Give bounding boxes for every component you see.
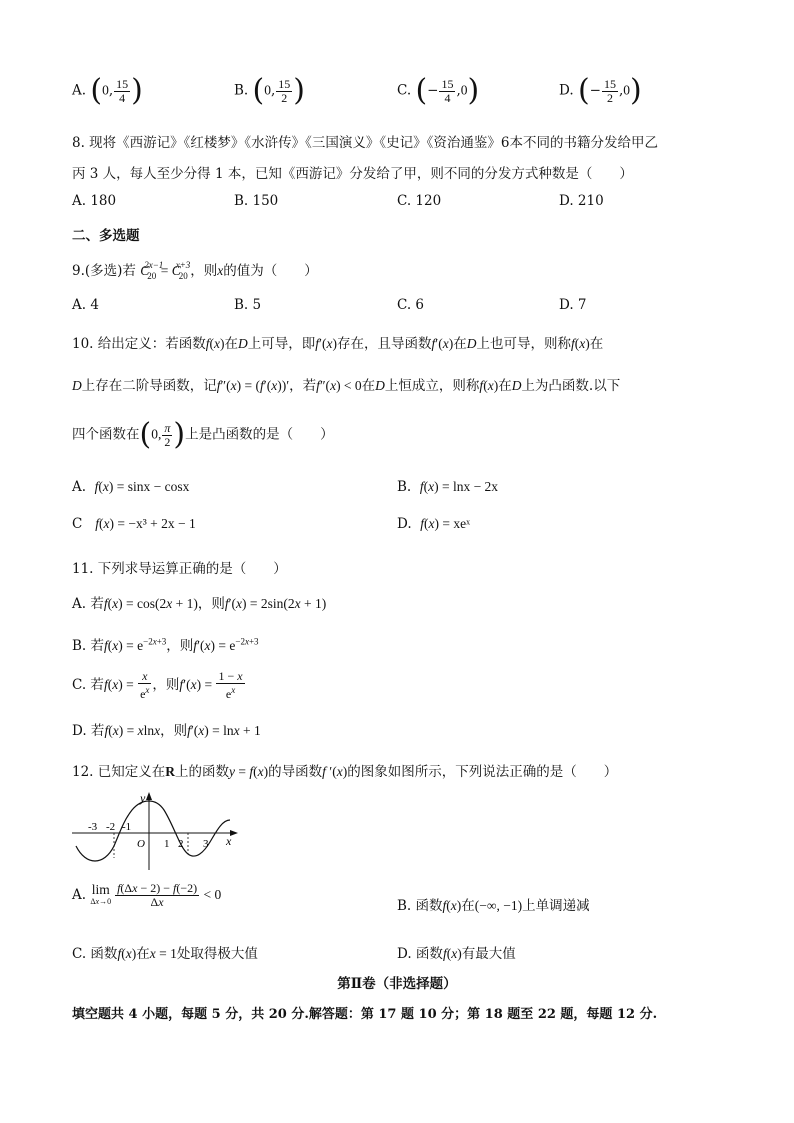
q10-option-a[interactable]: A. f(x) = sinx − cosx <box>72 479 190 495</box>
part2-note: 填空题共 4 小题，每题 5 分，共 20 分.解答题：第 17 题 10 分；第 18 题至 22 题，每题 12 分. <box>72 1007 658 1022</box>
q8-option-b[interactable]: B. 150 <box>234 193 279 209</box>
q8-stem-line1: 8. 现将《西游记》《红楼梦》《水浒传》《三国演义》《史记》《资治通鉴》6本不同的书籍分发给甲乙 <box>72 135 659 151</box>
q11-option-a[interactable]: A. 若f(x) = cos(2x + 1)，则f′(x) = 2sin(2x + 1) <box>72 596 327 612</box>
q9-stem: 9.(多选)若 $C_{20}^{2x-1} = C_{20}^{x+3}$，则x的值为（ ） <box>72 259 318 281</box>
q10-stem-line2: D上存在二阶导函数，记f″(x) = (f′(x))′，若f″(x) < 0在D上恒成立，则称f(x)在D上为凸函数.以下 <box>72 378 621 394</box>
tick-label-neg3: -3 <box>88 821 98 833</box>
q12-option-b[interactable]: B. 函数f(x)在(−∞, −1)上单调递减 <box>397 898 590 914</box>
q10-stem-line1: 10. 给出定义：若函数f(x)在D上可导，即f′(x)存在，且导函数f′(x)在D上也可导，则称f(x)在 <box>72 336 604 352</box>
x-axis-label: x <box>226 834 232 848</box>
q11-option-b[interactable]: B. 若$f(x) = e^{-2x+3}$，则$f'(x) = e^{-2x+3}$ <box>72 636 259 654</box>
q7-option-d[interactable]: D. (− $\frac{15}{2}$ ,0) <box>559 73 642 108</box>
tick-label-neg1: -1 <box>122 821 132 833</box>
q7-option-c[interactable]: C. (− $\frac{15}{4}$ ,0) <box>397 73 480 108</box>
q10-stem-line3: 四个函数在(0, $\frac{\pi}{2}$ )上是凸函数的是（ ） <box>72 417 334 452</box>
q9-option-a[interactable]: A. 4 <box>72 297 99 313</box>
q11-stem: 11. 下列求导运算正确的是（ ） <box>72 561 287 577</box>
q7-option-a[interactable]: A. (0, $\frac{15}{4}$ ) <box>72 73 143 108</box>
tick-label-neg2: -2 <box>106 821 116 833</box>
section-title-multiple-choice: 二、多选题 <box>72 228 140 244</box>
q11-option-d[interactable]: D. 若f(x) = xlnx，则f′(x) = lnx + 1 <box>72 723 261 739</box>
q10-option-d[interactable]: D. f(x) = xeˣ <box>397 516 471 532</box>
q12-option-d[interactable]: D. 函数f(x)有最大值 <box>397 946 516 962</box>
q8-option-c[interactable]: C. 120 <box>397 193 442 209</box>
q12-stem: 12. 已知定义在R上的函数y = f(x)的导函数f ′(x)的图象如图所示，下列说法正确的是（ ） <box>72 764 618 780</box>
tick-label-2: 2 <box>178 838 184 850</box>
derivative-graph <box>70 790 242 872</box>
y-axis-arrow <box>146 792 152 800</box>
derivative-curve <box>76 801 230 861</box>
q8-option-a[interactable]: A. 180 <box>72 193 117 209</box>
q11-option-c[interactable]: C. 若f(x) = $\frac{x}{e^x}$ ，则f′(x) = $\frac{1 - x}{e^x}$ <box>72 669 243 701</box>
q8-stem-line2: 丙 3 人，每人至少分得 1 本，已知《西游记》分发给了甲，则不同的分发方式种数是（ ） <box>72 166 633 182</box>
q9-option-d[interactable]: D. 7 <box>559 297 587 313</box>
q12-option-c[interactable]: C. 函数f(x)在x = 1处取得极大值 <box>72 946 258 962</box>
q10-option-c[interactable]: C f(x) = −x³ + 2x − 1 <box>72 516 196 532</box>
q10-option-b[interactable]: B. f(x) = lnx − 2x <box>397 479 499 495</box>
origin-label: O <box>137 838 145 850</box>
q12-option-a[interactable]: A. lim Δx→0 $\frac{f(\Delta x - 2) - f(-2)}{\Delta x}$ < 0 <box>72 881 222 909</box>
q7-option-b[interactable]: B. (0, $\frac{15}{2}$ ) <box>234 73 305 108</box>
q9-option-c[interactable]: C. 6 <box>397 297 425 313</box>
part2-title: 第Ⅱ卷（非选择题） <box>337 976 457 992</box>
tick-label-1: 1 <box>164 838 170 850</box>
q9-option-b[interactable]: B. 5 <box>234 297 262 313</box>
tick-label-3: 3 <box>203 838 209 850</box>
q8-option-d[interactable]: D. 210 <box>559 193 604 209</box>
y-axis-label: y <box>140 791 146 805</box>
